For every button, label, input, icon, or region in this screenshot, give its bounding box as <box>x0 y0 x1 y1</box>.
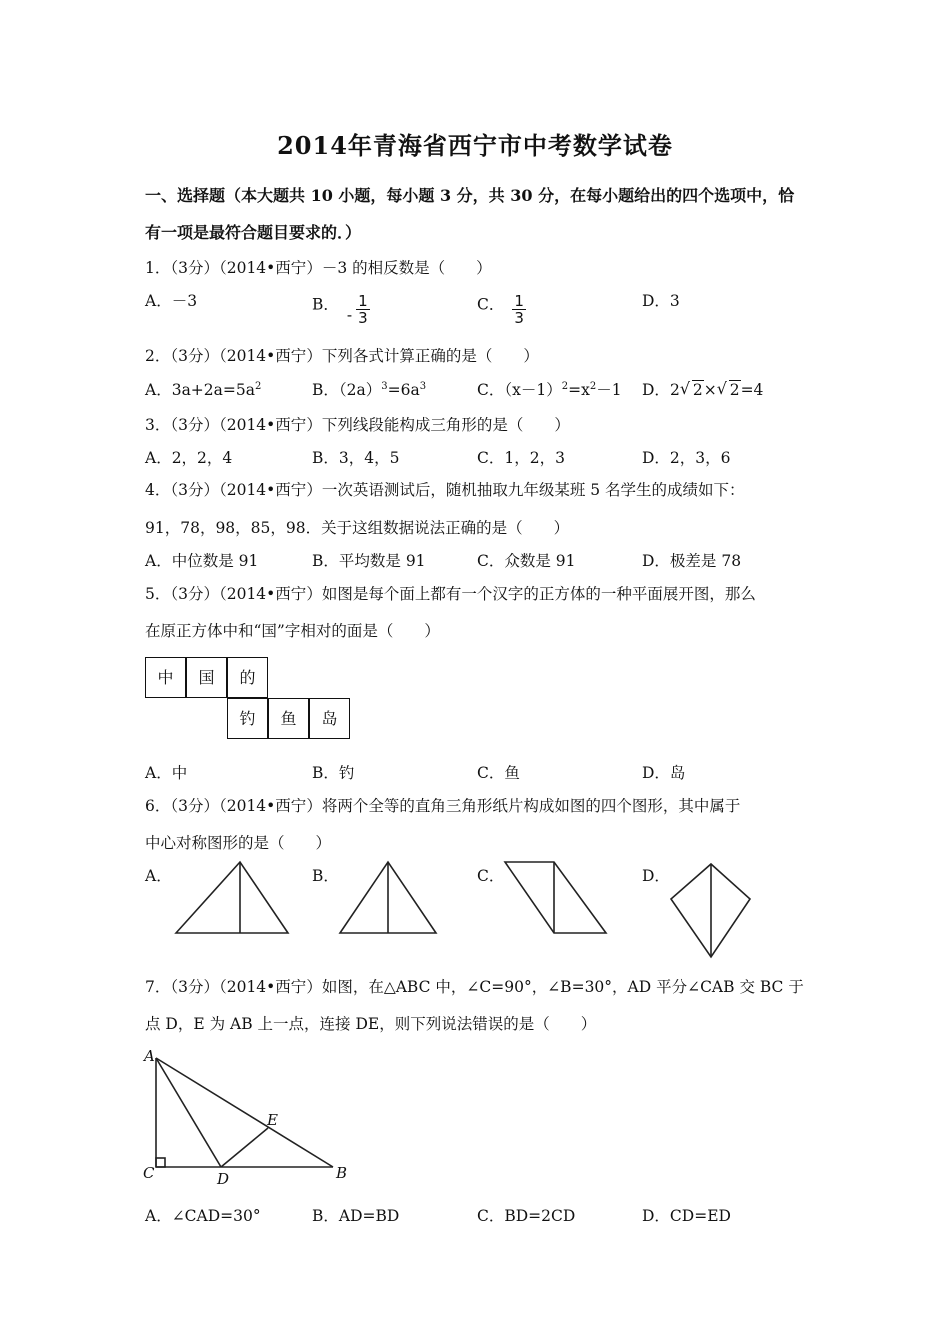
point-label-E: E <box>267 1111 278 1129</box>
net-face: 中 <box>145 657 186 698</box>
question-4-stem-line2: 91，78，98，85，98．关于这组数据说法正确的是（ ） <box>145 519 570 537</box>
q6-option-b: B． <box>312 867 339 885</box>
section-heading-line1: 一、选择题（本大题共 10 小题，每小题 3 分，共 30 分，在每小题给出的四个选项中，恰 <box>145 186 795 205</box>
net-face: 岛 <box>309 698 350 739</box>
net-face: 国 <box>186 657 227 698</box>
q2-option-a: A．$3a+2a=5a^2$ <box>145 380 262 399</box>
q6-option-d: D． <box>642 867 670 885</box>
question-6-stem-line1: 6．（3分）（2014•西宁）将两个全等的直角三角形纸片构成如图的四个图形，其中属于 <box>145 797 741 815</box>
section-heading-line2: 有一项是最符合题目要求的．） <box>145 223 362 242</box>
q3-option-d: D．2，3，6 <box>642 449 731 467</box>
q7-option-d: D．CD=ED <box>642 1207 731 1225</box>
q1-option-d: D．3 <box>642 292 680 310</box>
q7-option-c: C．BD=2CD <box>477 1207 576 1225</box>
q2-option-c: C．$(x-1)^2=x^2-1$ <box>477 380 622 399</box>
q1-option-c: C． $\frac{1}{3}$ <box>477 292 524 327</box>
q6-option-c: C． <box>477 867 505 885</box>
q2-option-d: D．2 √ 2× √ 2=4 <box>642 379 764 399</box>
question-5-stem-line2: 在原正方体中和“国”字相对的面是（ ） <box>145 622 440 640</box>
sqrt: √ 2 <box>716 379 740 399</box>
point-label-B: B <box>336 1164 348 1182</box>
q4-option-c: C．众数是 91 <box>477 552 576 570</box>
q5-option-d: D．岛 <box>642 764 686 782</box>
q3-option-b: B．3，4，5 <box>312 449 400 467</box>
q7-option-b: B．AD=BD <box>312 1207 400 1225</box>
point-label-C: C <box>143 1164 155 1182</box>
question-2-stem: 2．（3分）（2014•西宁）下列各式计算正确的是（ ） <box>145 347 539 365</box>
q7-option-a: A．∠CAD=30° <box>145 1207 261 1225</box>
q5-option-a: A．中 <box>145 764 188 782</box>
net-face: 钓 <box>227 698 268 739</box>
q1-option-a: A．－3 <box>145 292 198 310</box>
q4-option-b: B．平均数是 91 <box>312 552 426 570</box>
sqrt: √ 2 <box>679 379 703 399</box>
question-7-stem-line2: 点 D，E 为 AB 上一点，连接 DE，则下列说法错误的是（ ） <box>145 1015 597 1033</box>
question-6-stem-line2: 中心对称图形的是（ ） <box>145 834 332 852</box>
q1-option-b: B．- $\frac{1}{3}$ <box>312 292 368 327</box>
question-4-stem-line1: 4．（3分）（2014•西宁）一次英语测试后，随机抽取九年级某班 5 名学生的成绩如下： <box>145 481 745 499</box>
q4-option-d: D．极差是 78 <box>642 552 742 570</box>
question-7-stem-line1: 7．（3分）（2014•西宁）如图，在△ABC 中，∠C=90°，∠B=30°，AD 平分∠CAB 交 BC 于 <box>145 978 804 996</box>
q4-option-a: A．中位数是 91 <box>145 552 259 570</box>
q5-option-b: B．钓 <box>312 764 355 782</box>
question-3-stem: 3．（3分）（2014•西宁）下列线段能构成三角形的是（ ） <box>145 416 570 434</box>
q6-option-a: A． <box>145 867 172 885</box>
page-title: 2014年青海省西宁市中考数学试卷 <box>277 131 673 160</box>
question-5-stem-line1: 5．（3分）（2014•西宁）如图是每个面上都有一个汉字的正方体的一种平面展开图，那么 <box>145 585 756 603</box>
net-face: 鱼 <box>268 698 309 739</box>
net-face: 的 <box>227 657 268 698</box>
point-label-A: A <box>144 1047 155 1065</box>
fraction: $\frac{1}{3}$ <box>514 292 524 327</box>
q3-option-a: A．2，2，4 <box>145 449 233 467</box>
q2-option-b: B．$(2a)^3=6a^3$ <box>312 380 427 399</box>
question-1-stem: 1．（3分）（2014•西宁）－3 的相反数是（ ） <box>145 259 492 277</box>
q3-option-c: C．1，2，3 <box>477 449 565 467</box>
point-label-D: D <box>217 1170 230 1188</box>
fraction: $\frac{1}{3}$ <box>358 292 368 327</box>
q5-option-c: C．鱼 <box>477 764 520 782</box>
